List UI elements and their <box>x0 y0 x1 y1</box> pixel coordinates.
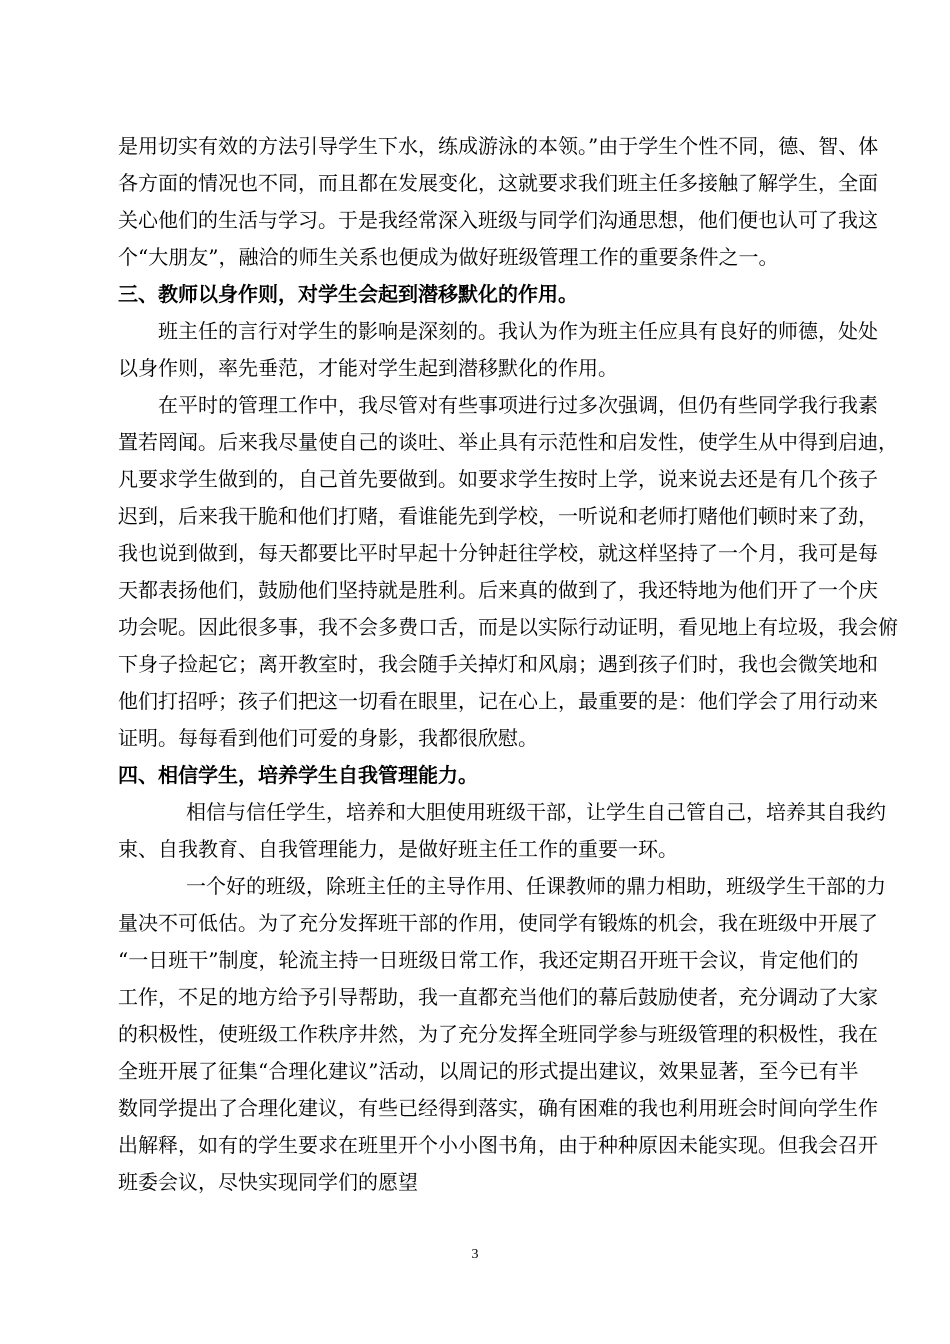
text-line: 他们打招呼；孩子们把这一切看在眼里，记在心上，最重要的是：他们学会了用行动来 <box>118 689 878 713</box>
text-line: 是用切实有效的方法引导学生下水，练成游泳的本领。”由于学生个性不同，德、智、体 <box>118 134 879 158</box>
text-line: 全班开展了征集“合理化建议”活动，以周记的形式提出建议，效果显著，至今已有半 <box>118 1059 859 1083</box>
paragraph-continuation <box>118 128 879 276</box>
text-line: 个“大朋友”，融洽的师生关系也便成为做好班级管理工作的重要条件之一。 <box>118 245 779 269</box>
text-line: 凡要求学生做到的，自己首先要做到。如要求学生按时上学，说来说去还是有几个孩子 <box>118 467 878 491</box>
text-line: 关心他们的生活与学习。于是我经常深入班级与同学们沟通思想，他们便也认可了我这 <box>118 208 878 232</box>
text-line: 天都表扬他们，鼓励他们坚持就是胜利。后来真的做到了，我还特地为他们开了一个庆 <box>118 578 878 602</box>
text-line: 证明。每每看到他们可爱的身影，我都很欣慰。 <box>118 726 538 750</box>
text-line: 的积极性，使班级工作秩序井然，为了充分发挥全班同学参与班级管理的积极性，我在 <box>118 1022 878 1046</box>
text-line: 各方面的情况也不同，而且都在发展变化，这就要求我们班主任多接触了解学生，全面 <box>118 171 878 195</box>
text-line: 束、自我教育、自我管理能力，是做好班主任工作的重要一环。 <box>118 837 678 861</box>
text-line: 班委会议，尽快实现同学们的愿望 <box>118 1170 418 1194</box>
section-heading-4: 四、相信学生，培养学生自我管理能力。 <box>118 763 478 787</box>
document-body <box>118 128 898 1201</box>
text-line: “一日班干”制度，轮流主持一日班级日常工作，我还定期召开班干会议，肯定他们的 <box>118 948 859 972</box>
text-line: 功会呢。因此很多事，我不会多费口舌，而是以实际行动证明，看见地上有垃圾，我会俯 <box>118 615 898 639</box>
text-line: 我也说到做到，每天都要比平时早起十分钟赶往学校，就这样坚持了一个月，我可是每 <box>118 541 878 565</box>
text-line: 以身作则，率先垂范，才能对学生起到潜移默化的作用。 <box>118 356 618 380</box>
section-heading-3: 三、教师以身作则，对学生会起到潜移默化的作用。 <box>118 282 578 306</box>
paragraph-4b <box>118 868 886 1201</box>
text-line: 置若罔闻。后来我尽量使自己的谈吐、举止具有示范性和启发性，使学生从中得到启迪， <box>118 430 898 454</box>
text-line: 数同学提出了合理化建议，有些已经得到落实，确有困难的我也利用班会时间向学生作 <box>118 1096 878 1120</box>
text-line: 下身子捡起它；离开教室时，我会随手关掉灯和风扇；遇到孩子们时，我也会微笑地和 <box>118 652 878 676</box>
paragraph-4a <box>118 794 886 868</box>
paragraph-3a <box>118 313 878 387</box>
text-line: 在平时的管理工作中，我尽管对有些事项进行过多次强调，但仍有些同学我行我素 <box>158 393 878 417</box>
text-line: 出解释，如有的学生要求在班里开个小小图书角，由于种种原因未能实现。但我会召开 <box>118 1133 878 1157</box>
text-line: 相信与信任学生，培养和大胆使用班级干部，让学生自己管自己，培养其自我约 <box>186 800 886 824</box>
text-line: 班主任的言行对学生的影响是深刻的。我认为作为班主任应具有良好的师德，处处 <box>158 319 878 343</box>
paragraph-3b <box>118 387 898 757</box>
text-line: 迟到，后来我干脆和他们打赌，看谁能先到学校，一听说和老师打赌他们顿时来了劲， <box>118 504 878 528</box>
page-number: 3 <box>471 1247 479 1262</box>
text-line: 量决不可低估。为了充分发挥班干部的作用，使同学有锻炼的机会，我在班级中开展了 <box>118 911 878 935</box>
text-line: 工作，不足的地方给予引导帮助，我一直都充当他们的幕后鼓励使者，充分调动了大家 <box>118 985 878 1009</box>
text-line: 一个好的班级，除班主任的主导作用、任课教师的鼎力相助，班级学生干部的力 <box>186 874 886 898</box>
